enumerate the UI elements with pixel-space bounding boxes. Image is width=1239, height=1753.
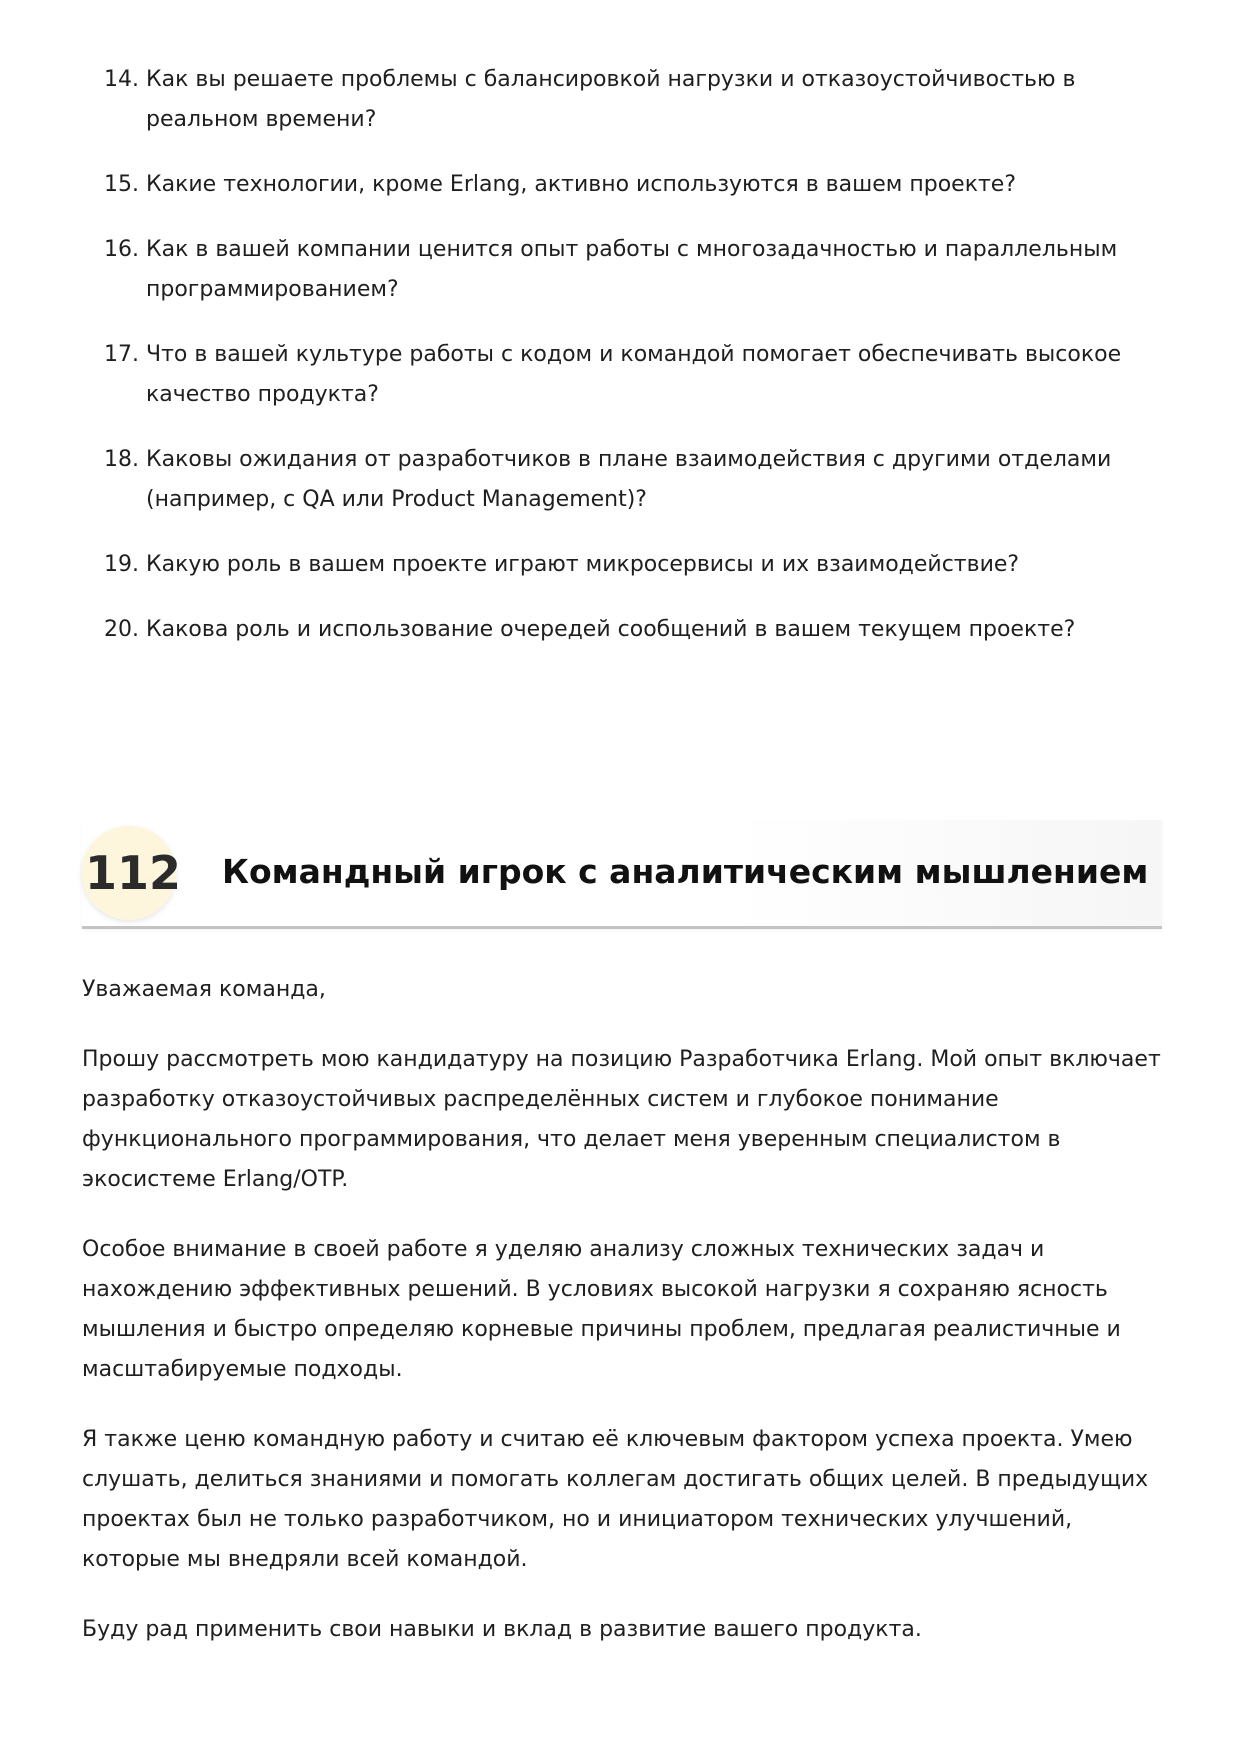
list-item xyxy=(104,545,1164,585)
letter-closing: Буду рад применить свои навыки и вклад в развитие вашего продукта. xyxy=(82,1617,922,1642)
cover-letter xyxy=(82,970,1162,1680)
letter-paragraph: Прошу рассмотреть мою кандидатуру на позицию Разработчика Erlang. Мой опыт включает разработку отказоустойчивых распределённых систем и глубокое понимание функционального программирования, что делает меня уверенным специалистом в экосистеме Erlang/OTP. xyxy=(82,1047,1161,1192)
letter-greeting: Уважаемая команда, xyxy=(82,977,326,1002)
list-item xyxy=(104,60,1164,140)
list-item xyxy=(104,610,1164,650)
list-item xyxy=(104,440,1164,520)
section-title: Командный игрок с аналитическим мышлением xyxy=(222,852,1149,891)
list-item-text: Какова роль и использование очередей сообщений в вашем текущем проекте? xyxy=(146,617,1076,642)
list-item-text: Какую роль в вашем проекте играют микросервисы и их взаимодействие? xyxy=(146,552,1020,577)
list-item-text: Как в вашей компании ценится опыт работы с многозадачностью и параллельным программированием? xyxy=(146,237,1118,302)
list-item-number: 18. xyxy=(104,447,139,472)
list-item-text: Какие технологии, кроме Erlang, активно используются в вашем проекте? xyxy=(146,172,1017,197)
question-list xyxy=(104,60,1164,675)
list-item-number: 14. xyxy=(104,67,139,92)
section-number: 112 xyxy=(85,846,182,900)
list-item xyxy=(104,230,1164,310)
list-item-number: 16. xyxy=(104,237,139,262)
letter-paragraph: Я также ценю командную работу и считаю её ключевым фактором успеха проекта. Умею слушать, делиться знаниями и помогать коллегам достигать общих целей. В предыдущих проектах был не только разработчиком, но и инициатором технических улучшений, которые мы внедряли всей командой. xyxy=(82,1427,1149,1572)
list-item xyxy=(104,335,1164,415)
list-item-text: Как вы решаете проблемы с балансировкой нагрузки и отказоустойчивостью в реальном времени? xyxy=(146,67,1076,132)
list-item xyxy=(104,165,1164,205)
list-item-text: Что в вашей культуре работы с кодом и командой помогает обеспечивать высокое качество продукта? xyxy=(146,342,1122,407)
list-item-text: Каковы ожидания от разработчиков в плане взаимодействия с другими отделами (например, с QA или Product Management)? xyxy=(146,447,1112,512)
letter-paragraph: Особое внимание в своей работе я уделяю анализу сложных технических задач и нахождению эффективных решений. В условиях высокой нагрузки я сохраняю ясность мышления и быстро определяю корневые причины проблем, предлагая реалистичные и масштабируемые подходы. xyxy=(82,1237,1121,1382)
list-item-number: 17. xyxy=(104,342,139,367)
section-header xyxy=(82,820,1162,930)
list-item-number: 19. xyxy=(104,552,139,577)
list-item-number: 20. xyxy=(104,617,139,642)
list-item-number: 15. xyxy=(104,172,139,197)
